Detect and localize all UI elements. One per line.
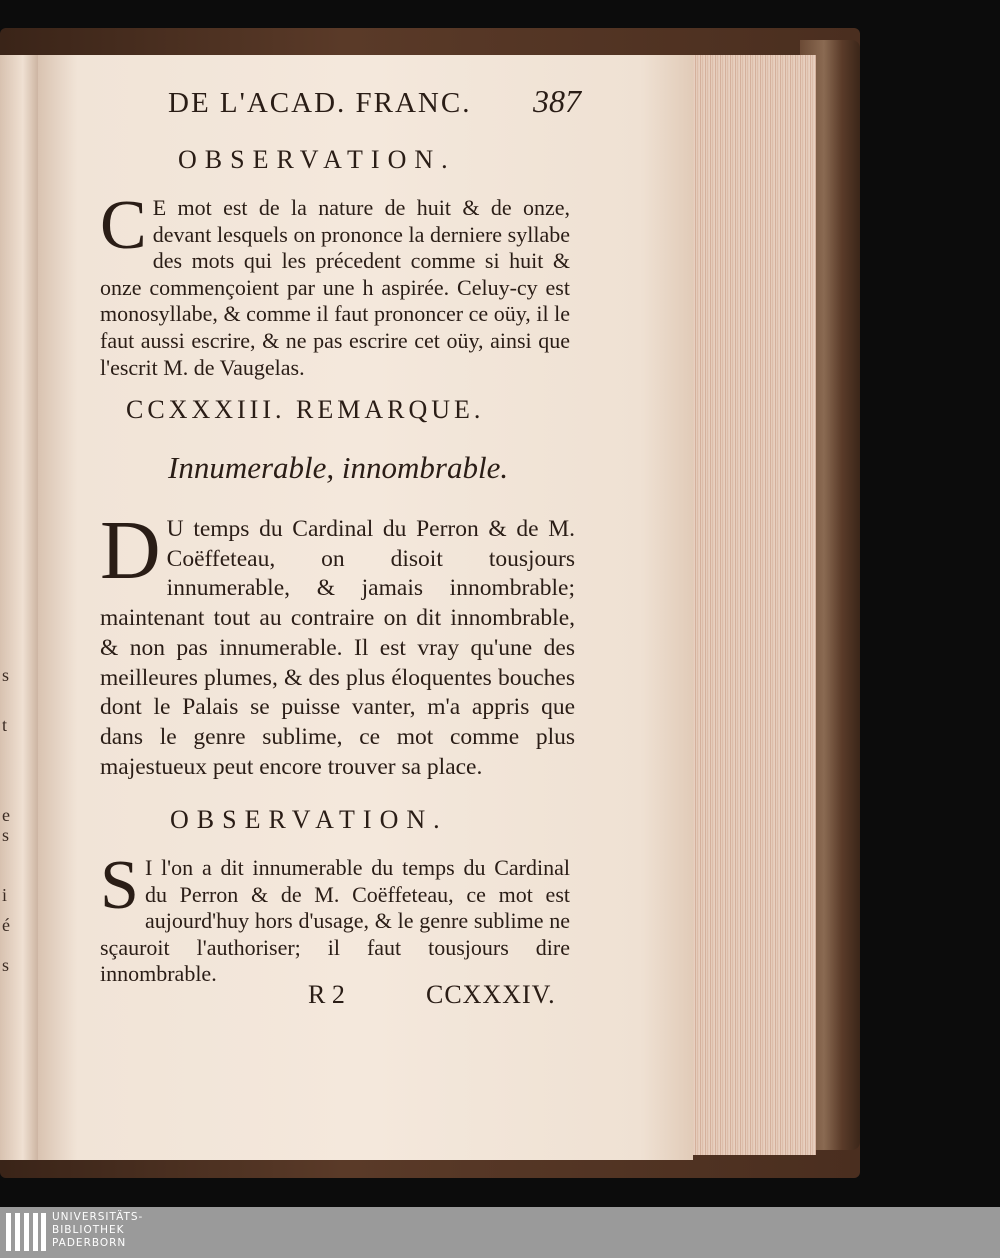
remarque-subtitle: Innumerable, innombrable. — [168, 450, 509, 485]
library-name-line: BIBLIOTHEK — [52, 1224, 125, 1236]
observation-text: E mot est de la nature de huit & de onze, devant lesquels on prononce la derniere syllabe des mots qui les précedent comme si huit & onze commençoient par une h aspirée. Celuy-cy est monosyllabe, & comme il faut prononcer ce oüy, il le faut aussi escrire, & ne pas escrire cet oüy, ainsi que l'escrit M. de Vaugelas. — [100, 195, 570, 380]
page-number: 387 — [533, 83, 581, 119]
remarque-text: U temps du Cardinal du Perron & de M. Coëffeteau, on disoit tousjours innumerable, & jamais innombrable; maintenant tout au contraire on dit innombrable, & non pas innumerable. Il est vray qu'une des meilleures plumes, & des plus éloquentes bouches dont le Palais se puisse vanter, m'a appris que dans le genre sublime, ce mot comme plus majestueux peut encore trouver sa place. — [100, 516, 575, 780]
left-glyph: i — [2, 885, 8, 905]
drop-cap: D — [100, 504, 161, 597]
library-logo-icon — [6, 1213, 46, 1251]
left-glyph: t — [2, 715, 8, 735]
observation-heading: OBSERVATION. — [178, 145, 456, 174]
observation-paragraph — [100, 187, 570, 381]
facing-page-fragment — [0, 55, 38, 1160]
left-glyph: s — [2, 825, 10, 845]
left-glyph: s — [2, 955, 10, 975]
catchword: CCXXXIV. — [426, 980, 556, 1009]
library-name-line: UNIVERSITÄTS- — [52, 1211, 144, 1223]
book-page — [38, 55, 693, 1160]
library-name — [52, 1211, 143, 1250]
left-glyph: e — [2, 805, 10, 825]
remarque-paragraph — [100, 504, 575, 782]
observation-heading: OBSERVATION. — [170, 805, 448, 834]
left-glyph: s — [2, 665, 10, 685]
observation-text: I l'on a dit innumerable du temps du Cardinal du Perron & de M. Coëffeteau, ce mot est aujourd'huy hors d'usage, & le genre sublime ne sçauroit l'authoriser; il faut tousjours dire innombrable. — [100, 855, 570, 987]
remarque-heading: CCXXXIII. REMARQUE. — [126, 395, 485, 424]
signature-mark: R 2 — [308, 980, 345, 1009]
drop-cap: S — [100, 847, 139, 924]
library-name-line: PADERBORN — [52, 1237, 127, 1249]
left-glyph: é — [2, 915, 10, 935]
running-head: DE L'ACAD. FRANC. — [168, 87, 472, 119]
drop-cap: C — [100, 187, 147, 264]
footer-bar — [0, 1207, 1000, 1258]
page-block-edges — [690, 55, 816, 1155]
observation-paragraph — [100, 847, 570, 988]
